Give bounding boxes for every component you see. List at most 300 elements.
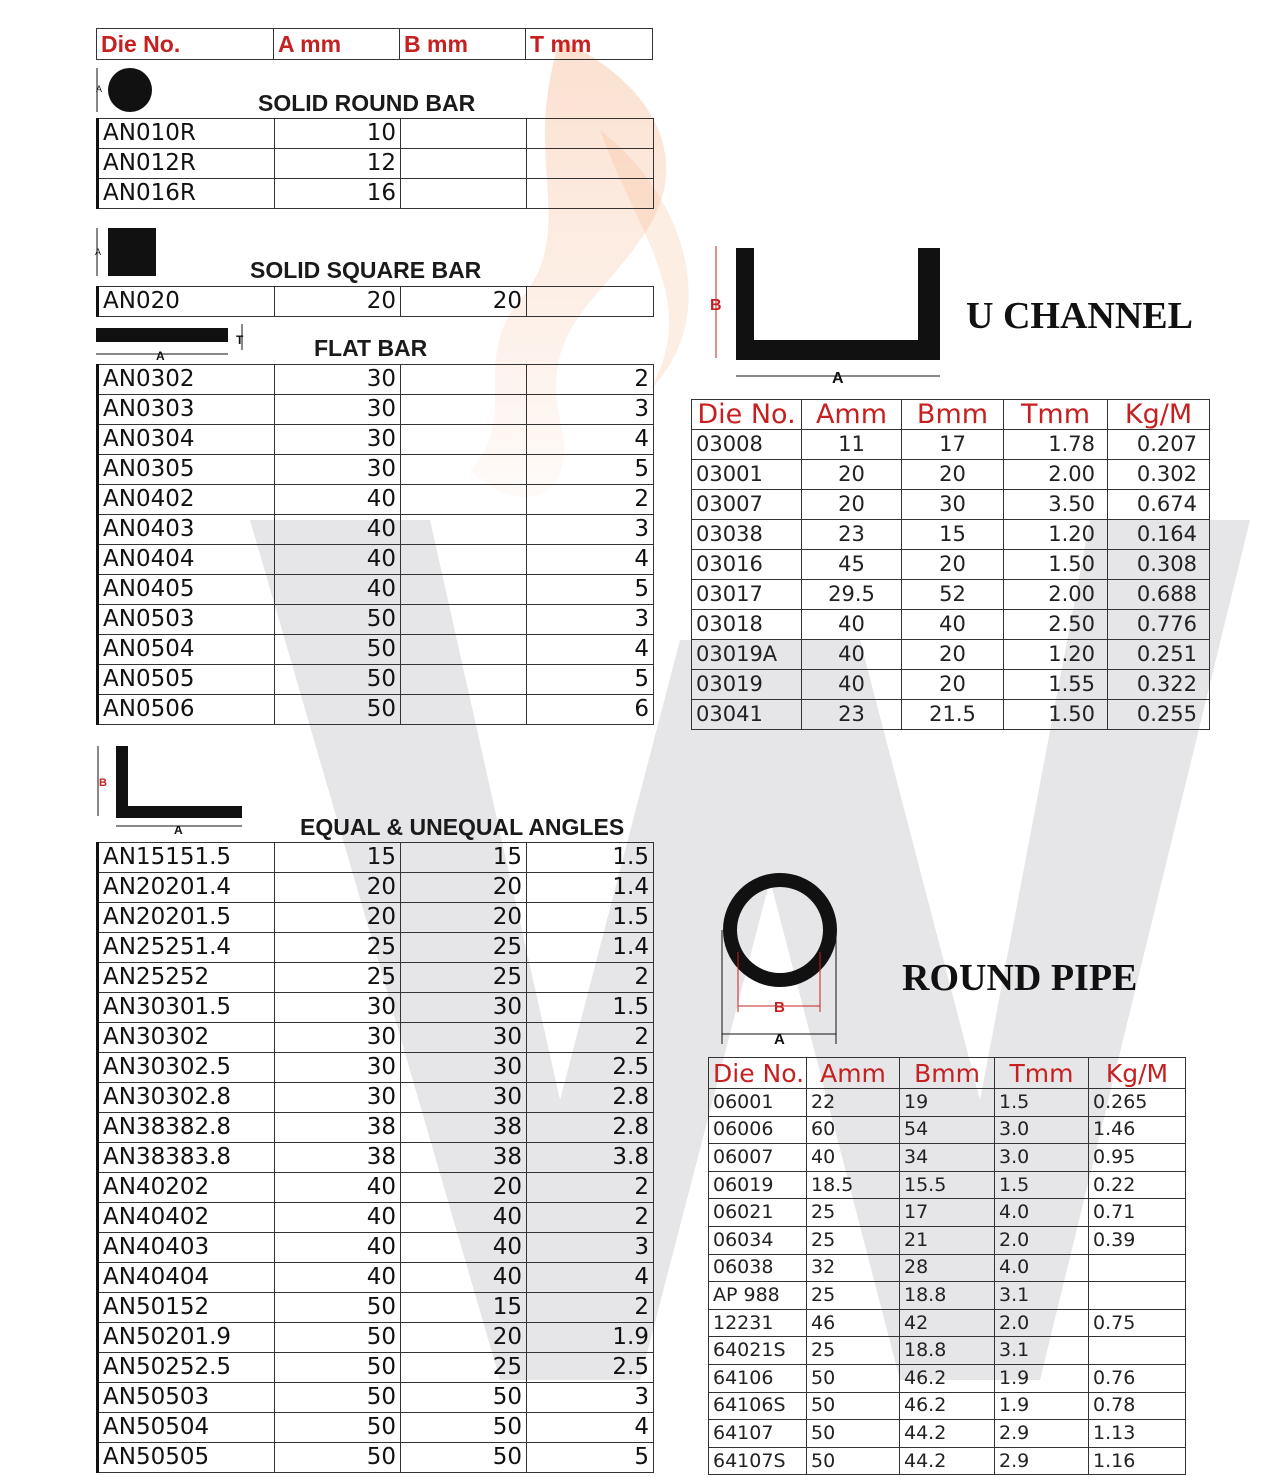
cell-a: 50 (275, 1353, 401, 1383)
cell-b (401, 605, 527, 635)
table-cell: 0.265 (1089, 1089, 1186, 1117)
cell-a: 30 (275, 365, 401, 395)
cell-a: 50 (275, 1443, 401, 1473)
table-row (709, 1116, 1186, 1144)
table-row (98, 1053, 654, 1083)
cell-b: 30 (401, 993, 527, 1023)
table-cell: 0.251 (1108, 640, 1210, 670)
table-cell: 03038 (692, 520, 802, 550)
table-row (98, 425, 654, 455)
cell-a: 40 (275, 575, 401, 605)
table-cell: 4.0 (995, 1254, 1089, 1282)
table-cell: 23 (802, 700, 902, 730)
table-row (98, 665, 654, 695)
table-cell: 0.322 (1108, 670, 1210, 700)
table-row (709, 1089, 1186, 1117)
cell-die: AN50201.9 (98, 1323, 275, 1353)
table-cell: 20 (902, 670, 1004, 700)
cell-a: 40 (275, 545, 401, 575)
cell-a: 25 (275, 963, 401, 993)
table-cell: 03001 (692, 460, 802, 490)
cell-b: 40 (401, 1263, 527, 1293)
cell-t: 1.5 (527, 993, 654, 1023)
angle-dim-a: A (174, 823, 183, 837)
table-cell: 50 (807, 1447, 900, 1475)
cell-b (401, 575, 527, 605)
table-row (98, 455, 654, 485)
cell-a: 30 (275, 1023, 401, 1053)
cell-a: 15 (275, 843, 401, 873)
table-cell: 20 (802, 460, 902, 490)
cell-a: 20 (275, 903, 401, 933)
cell-b: 30 (401, 1023, 527, 1053)
table-cell: 64021S (709, 1337, 807, 1365)
table-row (98, 485, 654, 515)
cell-die: AN40404 (98, 1263, 275, 1293)
cell-b (401, 695, 527, 725)
table-cell: 0.76 (1089, 1364, 1186, 1392)
table-row (98, 1323, 654, 1353)
cell-b: 20 (401, 873, 527, 903)
cell-die: AN50252.5 (98, 1353, 275, 1383)
table-row (709, 1309, 1186, 1337)
table-cell: 06006 (709, 1116, 807, 1144)
cell-t: 2 (527, 1173, 654, 1203)
table-cell: 20 (902, 460, 1004, 490)
table-row (98, 287, 654, 317)
cell-b (401, 635, 527, 665)
cell-a: 30 (275, 395, 401, 425)
table-row (98, 1413, 654, 1443)
table-cell (1089, 1282, 1186, 1310)
cell-b (401, 149, 527, 179)
table-row (98, 1113, 654, 1143)
table-row (98, 605, 654, 635)
cell-die: AN40402 (98, 1203, 275, 1233)
cell-die: AN38383.8 (98, 1143, 275, 1173)
cell-a: 50 (275, 1413, 401, 1443)
cell-b (401, 119, 527, 149)
table-row (709, 1420, 1186, 1448)
cell-die: AN010R (98, 119, 275, 149)
table-cell: 2.00 (1004, 580, 1108, 610)
table-row (709, 1447, 1186, 1475)
cell-t: 1.4 (527, 873, 654, 903)
round-pipe-dim-b: B (774, 999, 785, 1016)
cell-die: AN40403 (98, 1233, 275, 1263)
angles-title: EQUAL & UNEQUAL ANGLES (300, 814, 625, 840)
cell-t: 2 (527, 1023, 654, 1053)
cell-die: AN0505 (98, 665, 275, 695)
table-row (98, 575, 654, 605)
flat-bar-shape-icon (96, 328, 228, 342)
cell-t: 3.8 (527, 1143, 654, 1173)
cell-t: 2.8 (527, 1083, 654, 1113)
cell-a: 50 (275, 635, 401, 665)
table-header-row (692, 400, 1210, 430)
table-row (709, 1282, 1186, 1310)
table-cell: 52 (902, 580, 1004, 610)
table-cell: 30 (902, 490, 1004, 520)
column-header-table (96, 28, 653, 60)
cell-a: 40 (275, 1263, 401, 1293)
table-row (692, 460, 1210, 490)
table-cell: 20 (802, 490, 902, 520)
cell-die: AN50152 (98, 1293, 275, 1323)
cell-t: 4 (527, 545, 654, 575)
cell-t: 3 (527, 395, 654, 425)
round-pipe-diagram (718, 872, 844, 1048)
table-row (98, 365, 654, 395)
table-row (709, 1364, 1186, 1392)
table-cell: 0.207 (1108, 430, 1210, 460)
cell-b: 38 (401, 1113, 527, 1143)
table-cell: 25 (807, 1337, 900, 1365)
cell-die: AN0303 (98, 395, 275, 425)
cell-a: 12 (275, 149, 401, 179)
cell-die: AN30302 (98, 1023, 275, 1053)
cell-b (401, 365, 527, 395)
cell-a: 30 (275, 425, 401, 455)
table-row (98, 545, 654, 575)
cell-b (401, 395, 527, 425)
table-cell: 64106 (709, 1364, 807, 1392)
table-row (98, 843, 654, 873)
cell-b: 50 (401, 1413, 527, 1443)
table-cell: 15 (902, 520, 1004, 550)
column-header: Amm (802, 400, 902, 430)
table-cell: 44.2 (900, 1447, 995, 1475)
cell-die: AN25251.4 (98, 933, 275, 963)
cell-b: 15 (401, 1293, 527, 1323)
table-cell: 1.20 (1004, 640, 1108, 670)
table-row (692, 640, 1210, 670)
table-row (98, 695, 654, 725)
cell-t: 4 (527, 425, 654, 455)
table-cell: 1.55 (1004, 670, 1108, 700)
header-b-mm: B mm (400, 29, 526, 60)
table-cell: 03016 (692, 550, 802, 580)
cell-a: 16 (275, 179, 401, 209)
table-cell: 03019 (692, 670, 802, 700)
table-row (98, 1023, 654, 1053)
cell-b: 20 (401, 1173, 527, 1203)
table-row (98, 635, 654, 665)
cell-die: AN0304 (98, 425, 275, 455)
flat-bar-diagram (94, 320, 254, 364)
table-row (98, 1443, 654, 1473)
table-cell: 03019A (692, 640, 802, 670)
table-row (98, 1233, 654, 1263)
table-cell: 40 (902, 610, 1004, 640)
cell-t: 3 (527, 1233, 654, 1263)
cell-a: 40 (275, 515, 401, 545)
table-cell: 03008 (692, 430, 802, 460)
cell-b: 20 (401, 1323, 527, 1353)
table-cell: 46 (807, 1309, 900, 1337)
table-cell: 03017 (692, 580, 802, 610)
table-cell (1089, 1337, 1186, 1365)
table-cell: 0.674 (1108, 490, 1210, 520)
cell-t: 4 (527, 1413, 654, 1443)
table-row (709, 1171, 1186, 1199)
table-cell: 06019 (709, 1171, 807, 1199)
table-cell: 50 (807, 1364, 900, 1392)
table-row (692, 520, 1210, 550)
table-row (98, 515, 654, 545)
table-cell: 64106S (709, 1392, 807, 1420)
flat-bar-table (96, 364, 654, 725)
cell-a: 38 (275, 1143, 401, 1173)
cell-die: AN50503 (98, 1383, 275, 1413)
cell-die: AN30301.5 (98, 993, 275, 1023)
table-cell: 1.78 (1004, 430, 1108, 460)
round-bar-table (96, 118, 654, 209)
cell-t: 3 (527, 605, 654, 635)
table-cell: 0.688 (1108, 580, 1210, 610)
cell-t: 1.4 (527, 933, 654, 963)
round-bar-title: SOLID ROUND BAR (258, 90, 476, 116)
table-cell: 2.0 (995, 1309, 1089, 1337)
table-row (98, 1353, 654, 1383)
table-cell: 06021 (709, 1199, 807, 1227)
header-die-no: Die No. (97, 29, 274, 60)
cell-a: 50 (275, 695, 401, 725)
table-cell: 0.164 (1108, 520, 1210, 550)
cell-a: 20 (275, 287, 401, 317)
table-row (692, 550, 1210, 580)
cell-a: 30 (275, 455, 401, 485)
table-cell: 23 (802, 520, 902, 550)
cell-die: AN0305 (98, 455, 275, 485)
table-cell: 46.2 (900, 1392, 995, 1420)
table-cell: 06038 (709, 1254, 807, 1282)
cell-b: 25 (401, 963, 527, 993)
header-t-mm: T mm (526, 29, 653, 60)
cell-t (527, 119, 654, 149)
cell-die: AN0402 (98, 485, 275, 515)
table-cell: 25 (807, 1282, 900, 1310)
table-cell: 3.1 (995, 1282, 1089, 1310)
cell-b (401, 515, 527, 545)
table-row (98, 1383, 654, 1413)
table-row (709, 1392, 1186, 1420)
column-header: Tmm (995, 1058, 1089, 1089)
table-cell: 21 (900, 1226, 995, 1254)
table-cell: 0.75 (1089, 1309, 1186, 1337)
table-cell: 17 (902, 430, 1004, 460)
round-pipe-table (708, 1057, 1186, 1475)
cell-b (401, 485, 527, 515)
table-row (692, 580, 1210, 610)
cell-die: AN0404 (98, 545, 275, 575)
u-channel-title: U CHANNEL (966, 295, 1193, 337)
table-cell: 1.9 (995, 1392, 1089, 1420)
cell-t: 2.5 (527, 1053, 654, 1083)
table-cell: 0.22 (1089, 1171, 1186, 1199)
cell-a: 40 (275, 1173, 401, 1203)
table-cell: 3.0 (995, 1144, 1089, 1172)
table-cell: 18.8 (900, 1282, 995, 1310)
table-cell: 11 (802, 430, 902, 460)
table-cell: AP 988 (709, 1282, 807, 1310)
table-cell: 40 (802, 670, 902, 700)
column-header: Die No. (692, 400, 802, 430)
cell-a: 30 (275, 1053, 401, 1083)
cell-a: 40 (275, 485, 401, 515)
cell-a: 10 (275, 119, 401, 149)
table-cell: 0.95 (1089, 1144, 1186, 1172)
flat-bar-title: FLAT BAR (314, 335, 428, 361)
solid-square-icon (108, 228, 156, 276)
cell-t: 4 (527, 635, 654, 665)
table-cell: 46.2 (900, 1364, 995, 1392)
solid-circle-icon (108, 68, 152, 112)
cell-die: AN38382.8 (98, 1113, 275, 1143)
cell-t: 4 (527, 1263, 654, 1293)
cell-a: 38 (275, 1113, 401, 1143)
table-row (98, 179, 654, 209)
ring-icon (730, 880, 830, 980)
cell-die: AN30302.5 (98, 1053, 275, 1083)
cell-a: 50 (275, 665, 401, 695)
cell-b: 50 (401, 1443, 527, 1473)
cell-t: 1.5 (527, 903, 654, 933)
cell-b: 20 (401, 287, 527, 317)
table-cell: 18.5 (807, 1171, 900, 1199)
table-row (98, 993, 654, 1023)
cell-b: 30 (401, 1083, 527, 1113)
table-cell: 03018 (692, 610, 802, 640)
table-cell: 03007 (692, 490, 802, 520)
cell-die: AN0302 (98, 365, 275, 395)
cell-t: 5 (527, 665, 654, 695)
table-cell: 32 (807, 1254, 900, 1282)
table-cell: 64107 (709, 1420, 807, 1448)
cell-die: AN30302.8 (98, 1083, 275, 1113)
table-cell: 1.5 (995, 1171, 1089, 1199)
cell-die: AN0504 (98, 635, 275, 665)
table-cell: 3.1 (995, 1337, 1089, 1365)
table-cell: 0.308 (1108, 550, 1210, 580)
cell-t: 5 (527, 575, 654, 605)
cell-b: 40 (401, 1203, 527, 1233)
cell-t: 2 (527, 963, 654, 993)
cell-die: AN25252 (98, 963, 275, 993)
table-cell: 3.0 (995, 1116, 1089, 1144)
table-cell: 2.0 (995, 1226, 1089, 1254)
table-cell: 2.9 (995, 1447, 1089, 1475)
square-bar-diagram (94, 228, 158, 278)
table-cell: 2.50 (1004, 610, 1108, 640)
cell-b: 40 (401, 1233, 527, 1263)
cell-a: 50 (275, 1383, 401, 1413)
round-bar-dim-label: A (96, 84, 103, 94)
table-row (98, 149, 654, 179)
u-channel-dim-a: A (832, 370, 844, 387)
cell-b: 30 (401, 1053, 527, 1083)
u-channel-dim-b: B (710, 297, 722, 314)
cell-a: 50 (275, 605, 401, 635)
round-pipe-dim-a: A (774, 1031, 785, 1048)
table-cell: 28 (900, 1254, 995, 1282)
cell-die: AN50505 (98, 1443, 275, 1473)
cell-die: AN20201.4 (98, 873, 275, 903)
square-bar-table (96, 286, 654, 317)
cell-b (401, 179, 527, 209)
table-cell: 06001 (709, 1089, 807, 1117)
table-cell (1089, 1254, 1186, 1282)
cell-die: AN15151.5 (98, 843, 275, 873)
column-header: Die No. (709, 1058, 807, 1089)
table-cell: 18.8 (900, 1337, 995, 1365)
cell-die: AN0503 (98, 605, 275, 635)
table-row (98, 963, 654, 993)
table-row (98, 1143, 654, 1173)
table-cell: 4.0 (995, 1199, 1089, 1227)
cell-t: 2 (527, 1293, 654, 1323)
table-cell: 34 (900, 1144, 995, 1172)
table-cell: 42 (900, 1309, 995, 1337)
cell-t: 1.9 (527, 1323, 654, 1353)
header-a-mm: A mm (274, 29, 400, 60)
cell-die: AN016R (98, 179, 275, 209)
round-bar-diagram (94, 66, 156, 116)
table-cell: 1.50 (1004, 550, 1108, 580)
table-cell: 2.00 (1004, 460, 1108, 490)
table-row (692, 700, 1210, 730)
square-bar-dim-label: A (95, 247, 102, 257)
table-cell: 20 (902, 550, 1004, 580)
cell-t: 2.8 (527, 1113, 654, 1143)
table-row (709, 1199, 1186, 1227)
table-row (98, 1293, 654, 1323)
table-row (98, 933, 654, 963)
cell-die: AN50504 (98, 1413, 275, 1443)
column-header: Kg/M (1108, 400, 1210, 430)
table-row (709, 1337, 1186, 1365)
table-cell: 40 (802, 640, 902, 670)
cell-a: 30 (275, 993, 401, 1023)
table-row (692, 490, 1210, 520)
cell-t: 2 (527, 1203, 654, 1233)
cell-b: 38 (401, 1143, 527, 1173)
cell-die: AN0506 (98, 695, 275, 725)
cell-a: 40 (275, 1203, 401, 1233)
cell-t: 3 (527, 1383, 654, 1413)
table-row (98, 903, 654, 933)
column-header: Bmm (900, 1058, 995, 1089)
cell-b (401, 425, 527, 455)
u-channel-diagram (700, 240, 950, 390)
table-row (709, 1226, 1186, 1254)
table-row (98, 395, 654, 425)
table-cell: 21.5 (902, 700, 1004, 730)
table-cell: 44.2 (900, 1420, 995, 1448)
cell-t (527, 149, 654, 179)
table-row (98, 1203, 654, 1233)
table-cell: 12231 (709, 1309, 807, 1337)
table-cell: 0.71 (1089, 1199, 1186, 1227)
cell-a: 50 (275, 1323, 401, 1353)
cell-b: 50 (401, 1383, 527, 1413)
table-cell: 0.302 (1108, 460, 1210, 490)
table-cell: 20 (902, 640, 1004, 670)
table-cell: 1.13 (1089, 1420, 1186, 1448)
column-header: Amm (807, 1058, 900, 1089)
angle-shape-icon (116, 746, 242, 818)
table-row (98, 873, 654, 903)
